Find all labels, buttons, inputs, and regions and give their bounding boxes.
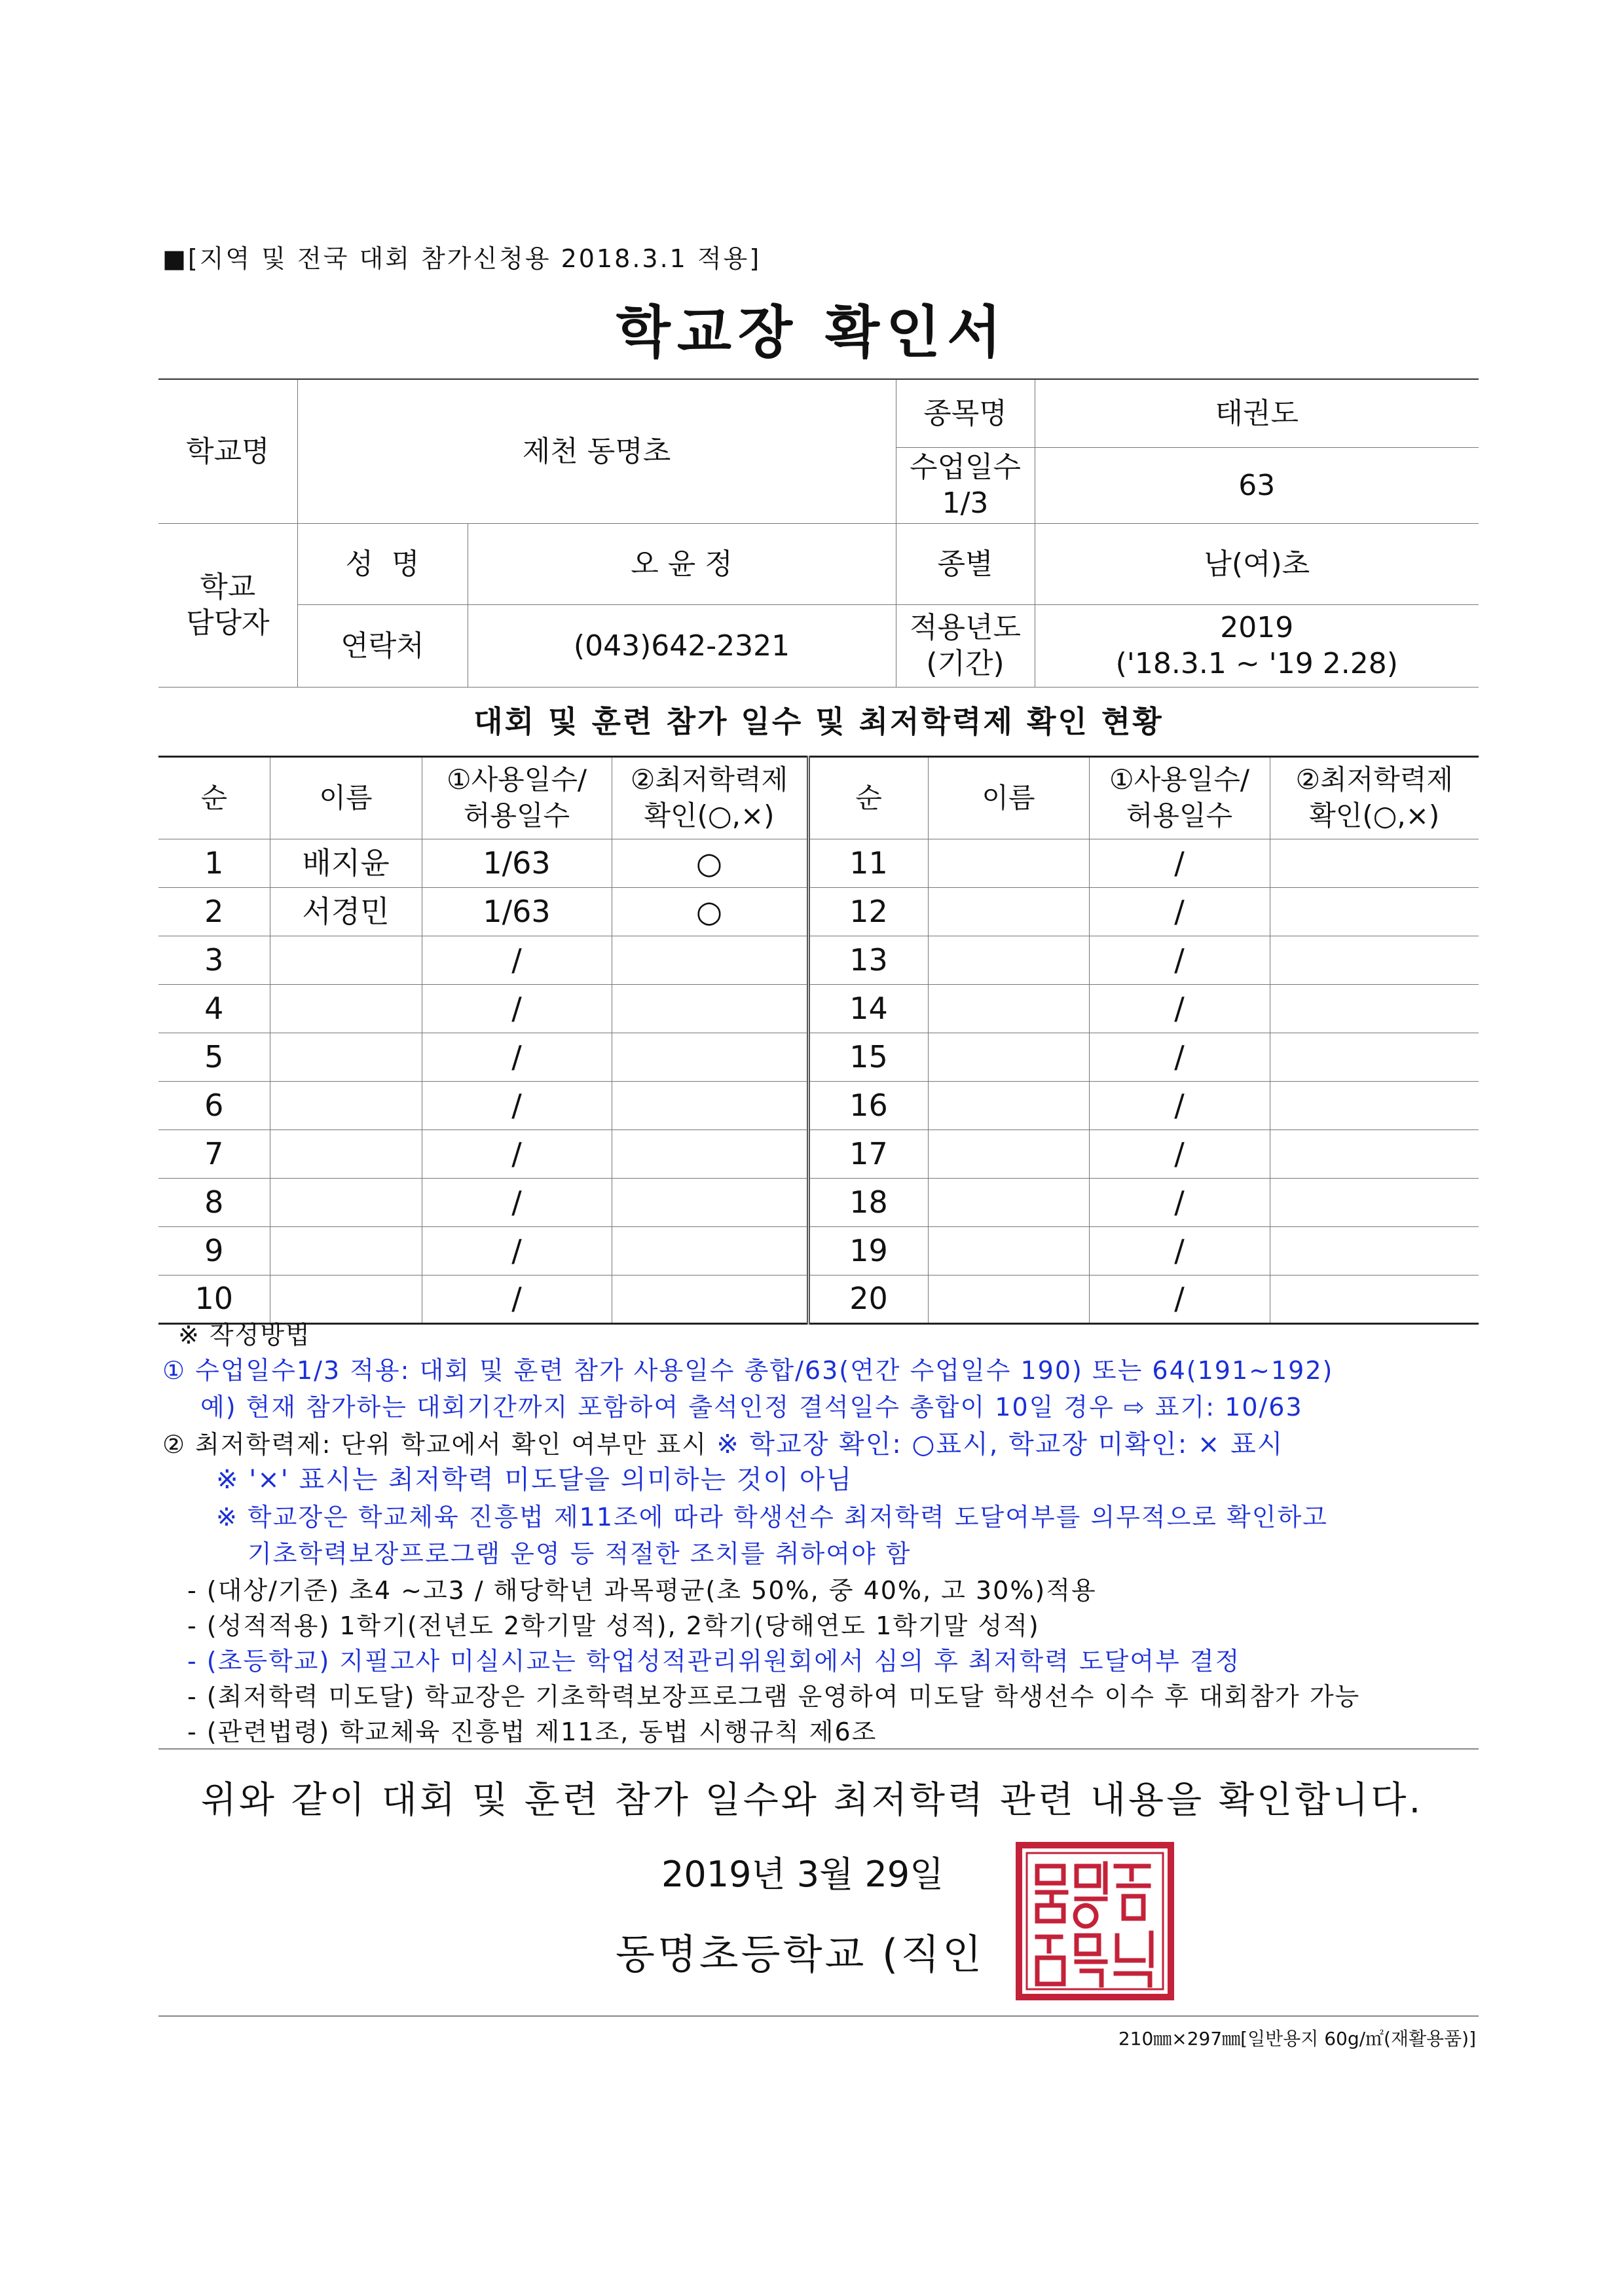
roster-days-cell: / — [422, 1082, 612, 1130]
roster-check-cell — [1270, 1130, 1479, 1179]
school-name-value: 제천 동명초 — [297, 379, 896, 523]
roster-no-cell: 9 — [158, 1227, 270, 1276]
roster-no-cell: 15 — [808, 1033, 928, 1082]
roster-days-cell: / — [422, 985, 612, 1033]
roster-check-cell — [612, 985, 808, 1033]
roster-check-cell — [1270, 1179, 1479, 1227]
roster-check-cell — [1270, 1082, 1479, 1130]
table-row — [158, 1276, 1479, 1324]
roster-days-cell: / — [1089, 1179, 1270, 1227]
note-2-line-1 — [162, 1423, 1283, 1461]
header-no: 순 — [158, 757, 270, 839]
manager-name-label: 성 명 — [297, 523, 468, 604]
event-value: 태권도 — [1035, 379, 1479, 447]
note-3: ※ '×' 표시는 최저학력 미도달을 의미하는 것이 아님 — [216, 1465, 853, 1495]
note-4-line-2: 기초학력보장프로그램 운영 등 적절한 조치를 취하여야 함 — [248, 1539, 912, 1568]
header-name: 이름 — [270, 757, 422, 839]
roster-name-cell: 배지윤 — [270, 839, 422, 888]
roster-name-cell — [270, 1033, 422, 1082]
roster-name-cell — [928, 936, 1089, 985]
year-label: 적용년도 (기간) — [896, 604, 1035, 687]
roster-name-cell — [928, 888, 1089, 936]
roster-name-cell — [928, 985, 1089, 1033]
note-2-emphasis: ※ 학교장 확인: ○표시, 학교장 미확인: × 표시 — [716, 1429, 1284, 1460]
roster-no-cell: 14 — [808, 985, 928, 1033]
event-label: 종목명 — [896, 379, 1035, 447]
roster-days-cell: 1/63 — [422, 839, 612, 888]
notes-divider — [158, 1748, 1479, 1750]
roster-check-cell: ○ — [612, 888, 808, 936]
roster-no-cell: 13 — [808, 936, 928, 985]
year-value: 2019 ('18.3.1 ~ '19 2.28) — [1035, 604, 1479, 687]
roster-check-cell — [1270, 839, 1479, 888]
detail-below-minimum: - (최저학력 미도달) 학교장은 기초학력보장프로그램 운영하여 미도달 학생선수 이수 후 대회참가 가능 — [187, 1682, 1361, 1711]
roster-check-cell — [612, 1082, 808, 1130]
roster-no-cell: 2 — [158, 888, 270, 936]
header-days: ①사용일수/ 허용일수 — [422, 757, 612, 839]
manager-label: 학교 담당자 — [158, 523, 297, 687]
roster-no-cell: 5 — [158, 1033, 270, 1082]
roster-name-cell — [928, 1033, 1089, 1082]
school-name-label: 학교명 — [158, 379, 297, 523]
official-seal-stamp — [1014, 1840, 1176, 2002]
roster-name-cell — [270, 936, 422, 985]
roster-name-cell — [270, 1227, 422, 1276]
table-row — [158, 1227, 1479, 1276]
roster-name-cell — [928, 1179, 1089, 1227]
gender-label: 종별 — [896, 523, 1035, 604]
detail-elementary: - (초등학교) 지필고사 미실시교는 학업성적관리위원회에서 심의 후 최저학력 도달여부 결정 — [187, 1647, 1241, 1676]
roster-no-cell: 6 — [158, 1082, 270, 1130]
roster-name-cell — [270, 985, 422, 1033]
roster-check-cell — [1270, 1033, 1479, 1082]
roster-no-cell: 20 — [808, 1276, 928, 1324]
roster-name-cell: 서경민 — [270, 888, 422, 936]
table-row — [158, 1033, 1479, 1082]
header-no: 순 — [808, 757, 928, 839]
roster-no-cell: 11 — [808, 839, 928, 888]
note-2-text: ② 최저학력제: 단위 학교에서 확인 여부만 표시 — [162, 1430, 708, 1459]
roster-days-cell: / — [1089, 985, 1270, 1033]
roster-no-cell: 19 — [808, 1227, 928, 1276]
roster-no-cell: 18 — [808, 1179, 928, 1227]
roster-no-cell: 4 — [158, 985, 270, 1033]
contact-label: 연락처 — [297, 604, 468, 687]
roster-name-cell — [270, 1130, 422, 1179]
bottom-divider — [158, 2015, 1479, 2017]
roster-check-cell — [1270, 1276, 1479, 1324]
gender-value: 남(여)초 — [1035, 523, 1479, 604]
roster-days-cell: / — [1089, 1082, 1270, 1130]
document-title: 학교장 확인서 — [616, 300, 1008, 365]
roster-name-cell — [928, 1227, 1089, 1276]
roster-check-cell — [612, 1033, 808, 1082]
roster-check-cell — [1270, 936, 1479, 985]
roster-days-cell: / — [422, 1276, 612, 1324]
roster-check-cell — [612, 1130, 808, 1179]
contact-value: (043)642-2321 — [468, 604, 896, 687]
roster-days-cell: / — [422, 1033, 612, 1082]
roster-name-cell — [928, 1130, 1089, 1179]
school-info-table — [158, 378, 1479, 688]
table-row — [158, 888, 1479, 936]
roster-days-cell: 1/63 — [422, 888, 612, 936]
roster-days-cell: / — [1089, 839, 1270, 888]
header-name: 이름 — [928, 757, 1089, 839]
section-heading: 대회 및 훈련 참가 일수 및 최저학력제 확인 현황 — [473, 704, 1164, 739]
detail-target: - (대상/기준) 초4 ~고3 / 해당학년 과목평균(초 50%, 중 40%, 고 30%)적용 — [187, 1576, 1097, 1605]
notes-heading: ※ 작성방법 — [178, 1321, 311, 1349]
roster-no-cell: 10 — [158, 1276, 270, 1324]
signature-date: 2019년 3월 29일 — [661, 1854, 944, 1895]
signature-school-name: 동명초등학교 (직인 — [616, 1930, 985, 1978]
roster-check-cell — [1270, 1227, 1479, 1276]
roster-no-cell: 3 — [158, 936, 270, 985]
manager-name-value: 오 윤 정 — [468, 523, 896, 604]
header-check: ②최저학력제 확인(○,×) — [1270, 757, 1479, 839]
roster-header-row — [158, 757, 1479, 839]
roster-no-cell: 17 — [808, 1130, 928, 1179]
roster-days-cell: / — [422, 936, 612, 985]
roster-days-cell: / — [1089, 936, 1270, 985]
note-4-line-1: ※ 학교장은 학교체육 진흥법 제11조에 따라 학생선수 최저학력 도달여부를 의무적으로 확인하고 — [216, 1503, 1328, 1532]
roster-check-cell — [612, 936, 808, 985]
roster-name-cell — [928, 1082, 1089, 1130]
roster-check-cell — [612, 1276, 808, 1324]
table-row — [158, 985, 1479, 1033]
roster-days-cell: / — [1089, 1227, 1270, 1276]
roster-no-cell: 8 — [158, 1179, 270, 1227]
form-usage-label: ■[지역 및 전국 대회 참가신청용 2018.3.1 적용] — [162, 244, 762, 273]
paper-spec-footer: 210㎜×297㎜[일반용지 60g/㎡(재활용품)] — [1118, 2028, 1476, 2049]
confirmation-statement: 위와 같이 대회 및 훈련 참가 일수와 최저학력 관련 내용을 확인합니다. — [200, 1779, 1424, 1822]
table-row — [158, 1082, 1479, 1130]
roster-check-cell — [612, 1179, 808, 1227]
roster-days-cell: / — [1089, 888, 1270, 936]
roster-no-cell: 7 — [158, 1130, 270, 1179]
table-row — [158, 1179, 1479, 1227]
table-row — [158, 1130, 1479, 1179]
roster-no-cell: 16 — [808, 1082, 928, 1130]
detail-law: - (관련법령) 학교체육 진흥법 제11조, 동법 시행규칙 제6조 — [187, 1717, 877, 1746]
class-days-label: 수업일수 1/3 — [896, 447, 1035, 523]
roster-name-cell — [270, 1082, 422, 1130]
roster-no-cell: 1 — [158, 839, 270, 888]
participation-roster-table — [158, 756, 1479, 1325]
roster-days-cell: / — [1089, 1276, 1270, 1324]
roster-check-cell — [1270, 985, 1479, 1033]
roster-days-cell: / — [1089, 1130, 1270, 1179]
note-1-line-1: ① 수업일수1/3 적용: 대회 및 훈련 참가 사용일수 총합/63(연간 수업일수 190) 또는 64(191~192) — [162, 1356, 1334, 1385]
detail-grades: - (성적적용) 1학기(전년도 2학기말 성적), 2학기(당해연도 1학기말 성적) — [187, 1611, 1040, 1640]
table-row — [158, 936, 1479, 985]
roster-name-cell — [270, 1179, 422, 1227]
table-row — [158, 839, 1479, 888]
roster-check-cell — [1270, 888, 1479, 936]
roster-days-cell: / — [422, 1130, 612, 1179]
roster-no-cell: 12 — [808, 888, 928, 936]
roster-name-cell — [928, 1276, 1089, 1324]
roster-days-cell: / — [422, 1179, 612, 1227]
roster-name-cell — [928, 839, 1089, 888]
roster-check-cell: ○ — [612, 839, 808, 888]
roster-check-cell — [612, 1227, 808, 1276]
note-1-line-2: 예) 현재 참가하는 대회기간까지 포함하여 출석인정 결석일수 총합이 10일 경우 ⇨ 표기: 10/63 — [200, 1393, 1303, 1422]
class-days-value: 63 — [1035, 447, 1479, 523]
roster-days-cell: / — [422, 1227, 612, 1276]
roster-days-cell: / — [1089, 1033, 1270, 1082]
header-days: ①사용일수/ 허용일수 — [1089, 757, 1270, 839]
header-check: ②최저학력제 확인(○,×) — [612, 757, 808, 839]
